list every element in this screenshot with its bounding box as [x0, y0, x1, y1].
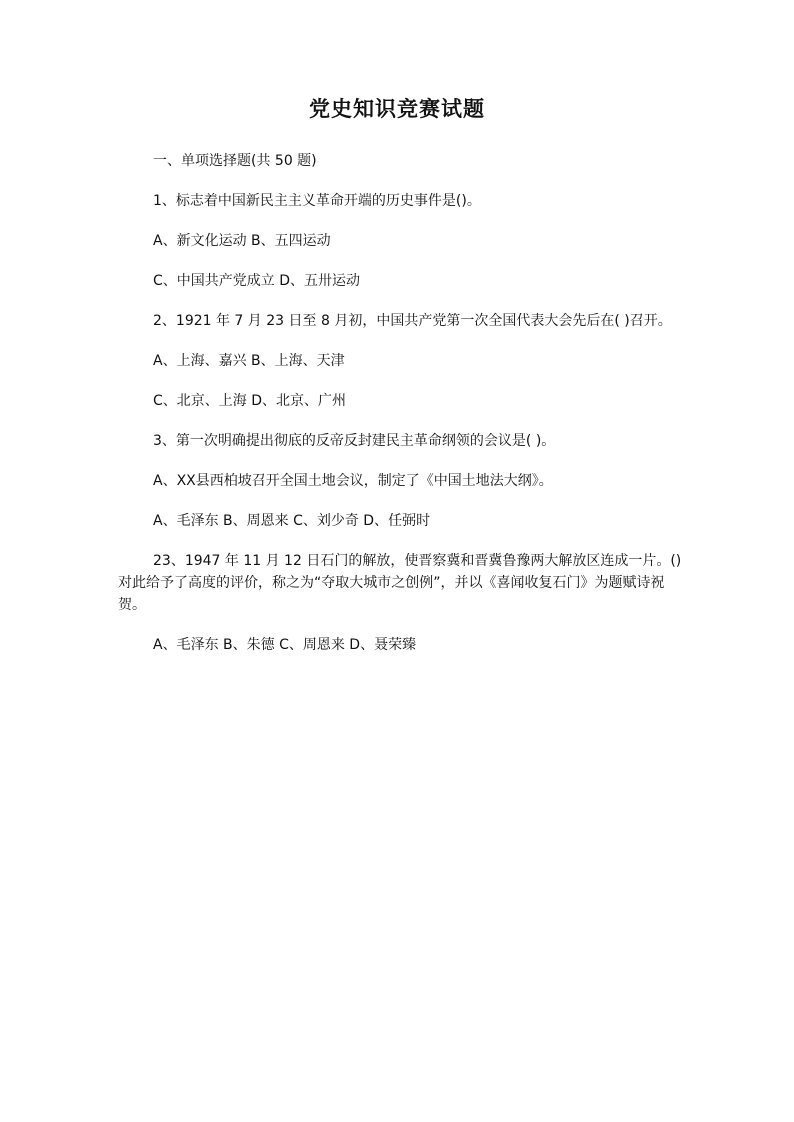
question-1-options-cd: C、中国共产党成立 D、五卅运动	[153, 273, 361, 289]
question-1-options-ab: A、新文化运动 B、五四运动	[153, 233, 331, 249]
document-title: 党史知识竞赛试题	[309, 96, 485, 121]
question-2-options-cd: C、北京、上海 D、北京、广州	[153, 393, 347, 409]
question-23: 23、1947 年 11 月 12 日石门的解放，使晋察冀和晋冀鲁豫两大解放区连成一片。()对此给予了高度的评价，称之为“夺取大城市之创例”，并以《喜闻收复石门》为题赋诗祝贺。	[118, 553, 682, 613]
question-1: 1、标志着中国新民主主义革命开端的历史事件是()。	[153, 193, 481, 209]
question-2-options-ab: A、上海、嘉兴 B、上海、天津	[153, 353, 345, 369]
question-3: 3、第一次明确提出彻底的反帝反封建民主革命纲领的会议是( )。	[153, 433, 556, 449]
answer-options: A、毛泽东 B、周恩来 C、刘少奇 D、任弼时	[153, 513, 431, 529]
document-body	[118, 150, 684, 674]
statement-paragraph: A、XX县西柏坡召开全国土地会议，制定了《中国土地法大纲》。	[153, 473, 553, 489]
question-23-options: A、毛泽东 B、朱德 C、周恩来 D、聂荣臻	[153, 637, 417, 653]
question-2: 2、1921 年 7 月 23 日至 8 月初，中国共产党第一次全国代表大会先后在( )召开。	[153, 313, 672, 329]
section-heading: 一、单项选择题(共 50 题)	[153, 153, 317, 169]
